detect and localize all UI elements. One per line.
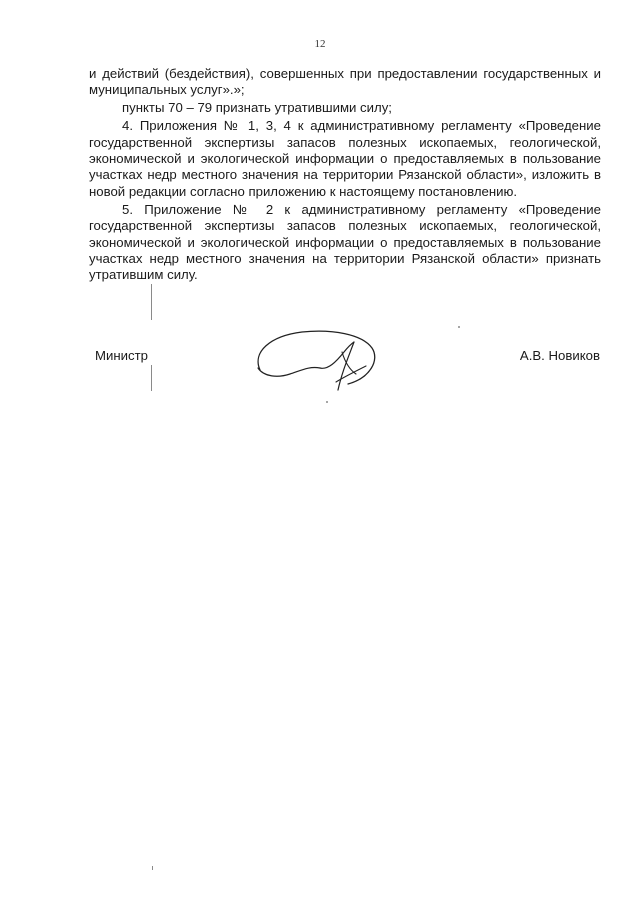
paragraph-points-repealed: пункты 70 – 79 признать утратившими силу; (122, 100, 392, 116)
document-body (89, 66, 601, 285)
scan-dot (326, 401, 328, 403)
scan-dot-3 (152, 866, 153, 870)
signatory-title: Министр (95, 348, 148, 363)
scan-vertical-line-lower (151, 365, 152, 391)
scan-dot-2 (458, 326, 460, 328)
scan-vertical-line (151, 284, 152, 320)
signatory-name: А.В. Новиков (519, 348, 600, 363)
paragraph-continuation: и действий (бездействия), совершенных при предоставлении государственных и муниципальных услуг».»; (89, 66, 601, 98)
paragraph-item-4: 4. Приложения № 1, 3, 4 к административному регламенту «Проведение государственной экспертизы запасов полезных ископаемых, геологической, экономической и экологической информации о предоставляемых в пользование участках недр местного значения на территории Рязанской области», изложить в новой редакции согласно приложению к настоящему постановлению. (89, 118, 601, 199)
paragraph-item-5: 5. Приложение № 2 к административному регламенту «Проведение государственной экспертизы запасов полезных ископаемых, геологической, экономической и экологической информации о предоставляемых в пользование участках недр местного значения на территории Рязанской области» признать утратившим силу. (89, 201, 601, 283)
handwritten-signature (250, 322, 385, 397)
page-number: 12 (314, 38, 326, 50)
